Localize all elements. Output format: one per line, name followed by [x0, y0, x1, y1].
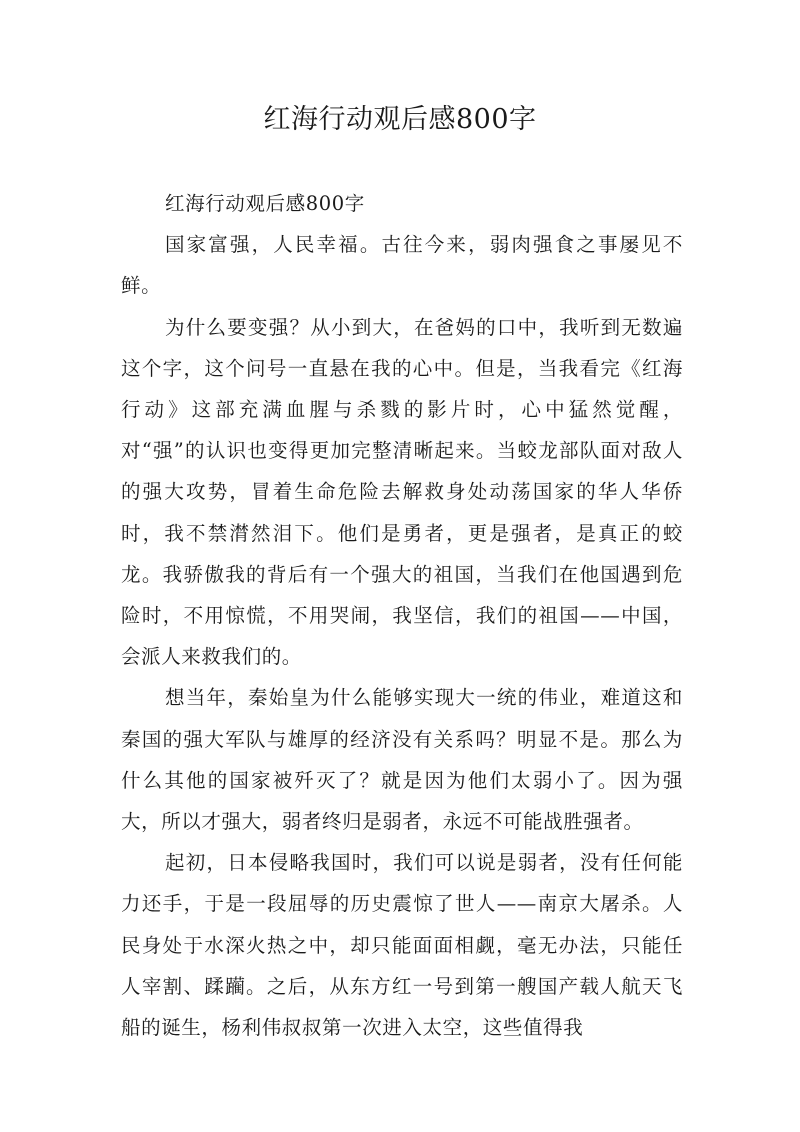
paragraph: 为什么要变强？从小到大，在爸妈的口中，我听到无数遍这个字，这个问号一直悬在我的心中。但是，当我看完《红海行动》这部充满血腥与杀戮的影片时，心中猛然觉醒，对“强”的认识也变得更加完整清晰起来。当蛟龙部队面对敌人的强大攻势，冒着生命危险去解救身处动荡国家的华人华侨时，我不禁潸然泪下。他们是勇者，更是强者，是真正的蛟龙。我骄傲我的背后有一个强大的祖国，当我们在他国遇到危险时，不用惊慌，不用哭闹，我坚信，我们的祖国——中国，会派人来救我们的。: [121, 315, 683, 669]
paragraph: 起初，日本侵略我国时，我们可以说是弱者，没有任何能力还手，于是一段屈辱的历史震惊了世人——南京大屠杀。人民身处于水深火热之中，却只能面面相觑，毫无办法，只能任人宰割、蹂躏。之后，从东方红一号到第一艘国产载人航天飞船的诞生，杨利伟叔叔第一次进入太空，这些值得我: [121, 851, 683, 1040]
paragraph: 国家富强，人民幸福。古往今来，弱肉强食之事屡见不鲜。: [121, 233, 683, 298]
paragraph-heading: 红海行动观后感800字: [165, 192, 365, 215]
document-title: 红海行动观后感800字: [263, 104, 537, 135]
paragraph: 想当年，秦始皇为什么能够实现大一统的伟业，难道这和秦国的强大军队与雄厚的经济没有关系吗？明显不是。那么为什么其他的国家被歼灭了？就是因为他们太弱小了。因为强大，所以才强大，弱者终归是弱者，永远不可能战胜强者。: [121, 686, 683, 834]
document-body: [121, 183, 683, 1048]
